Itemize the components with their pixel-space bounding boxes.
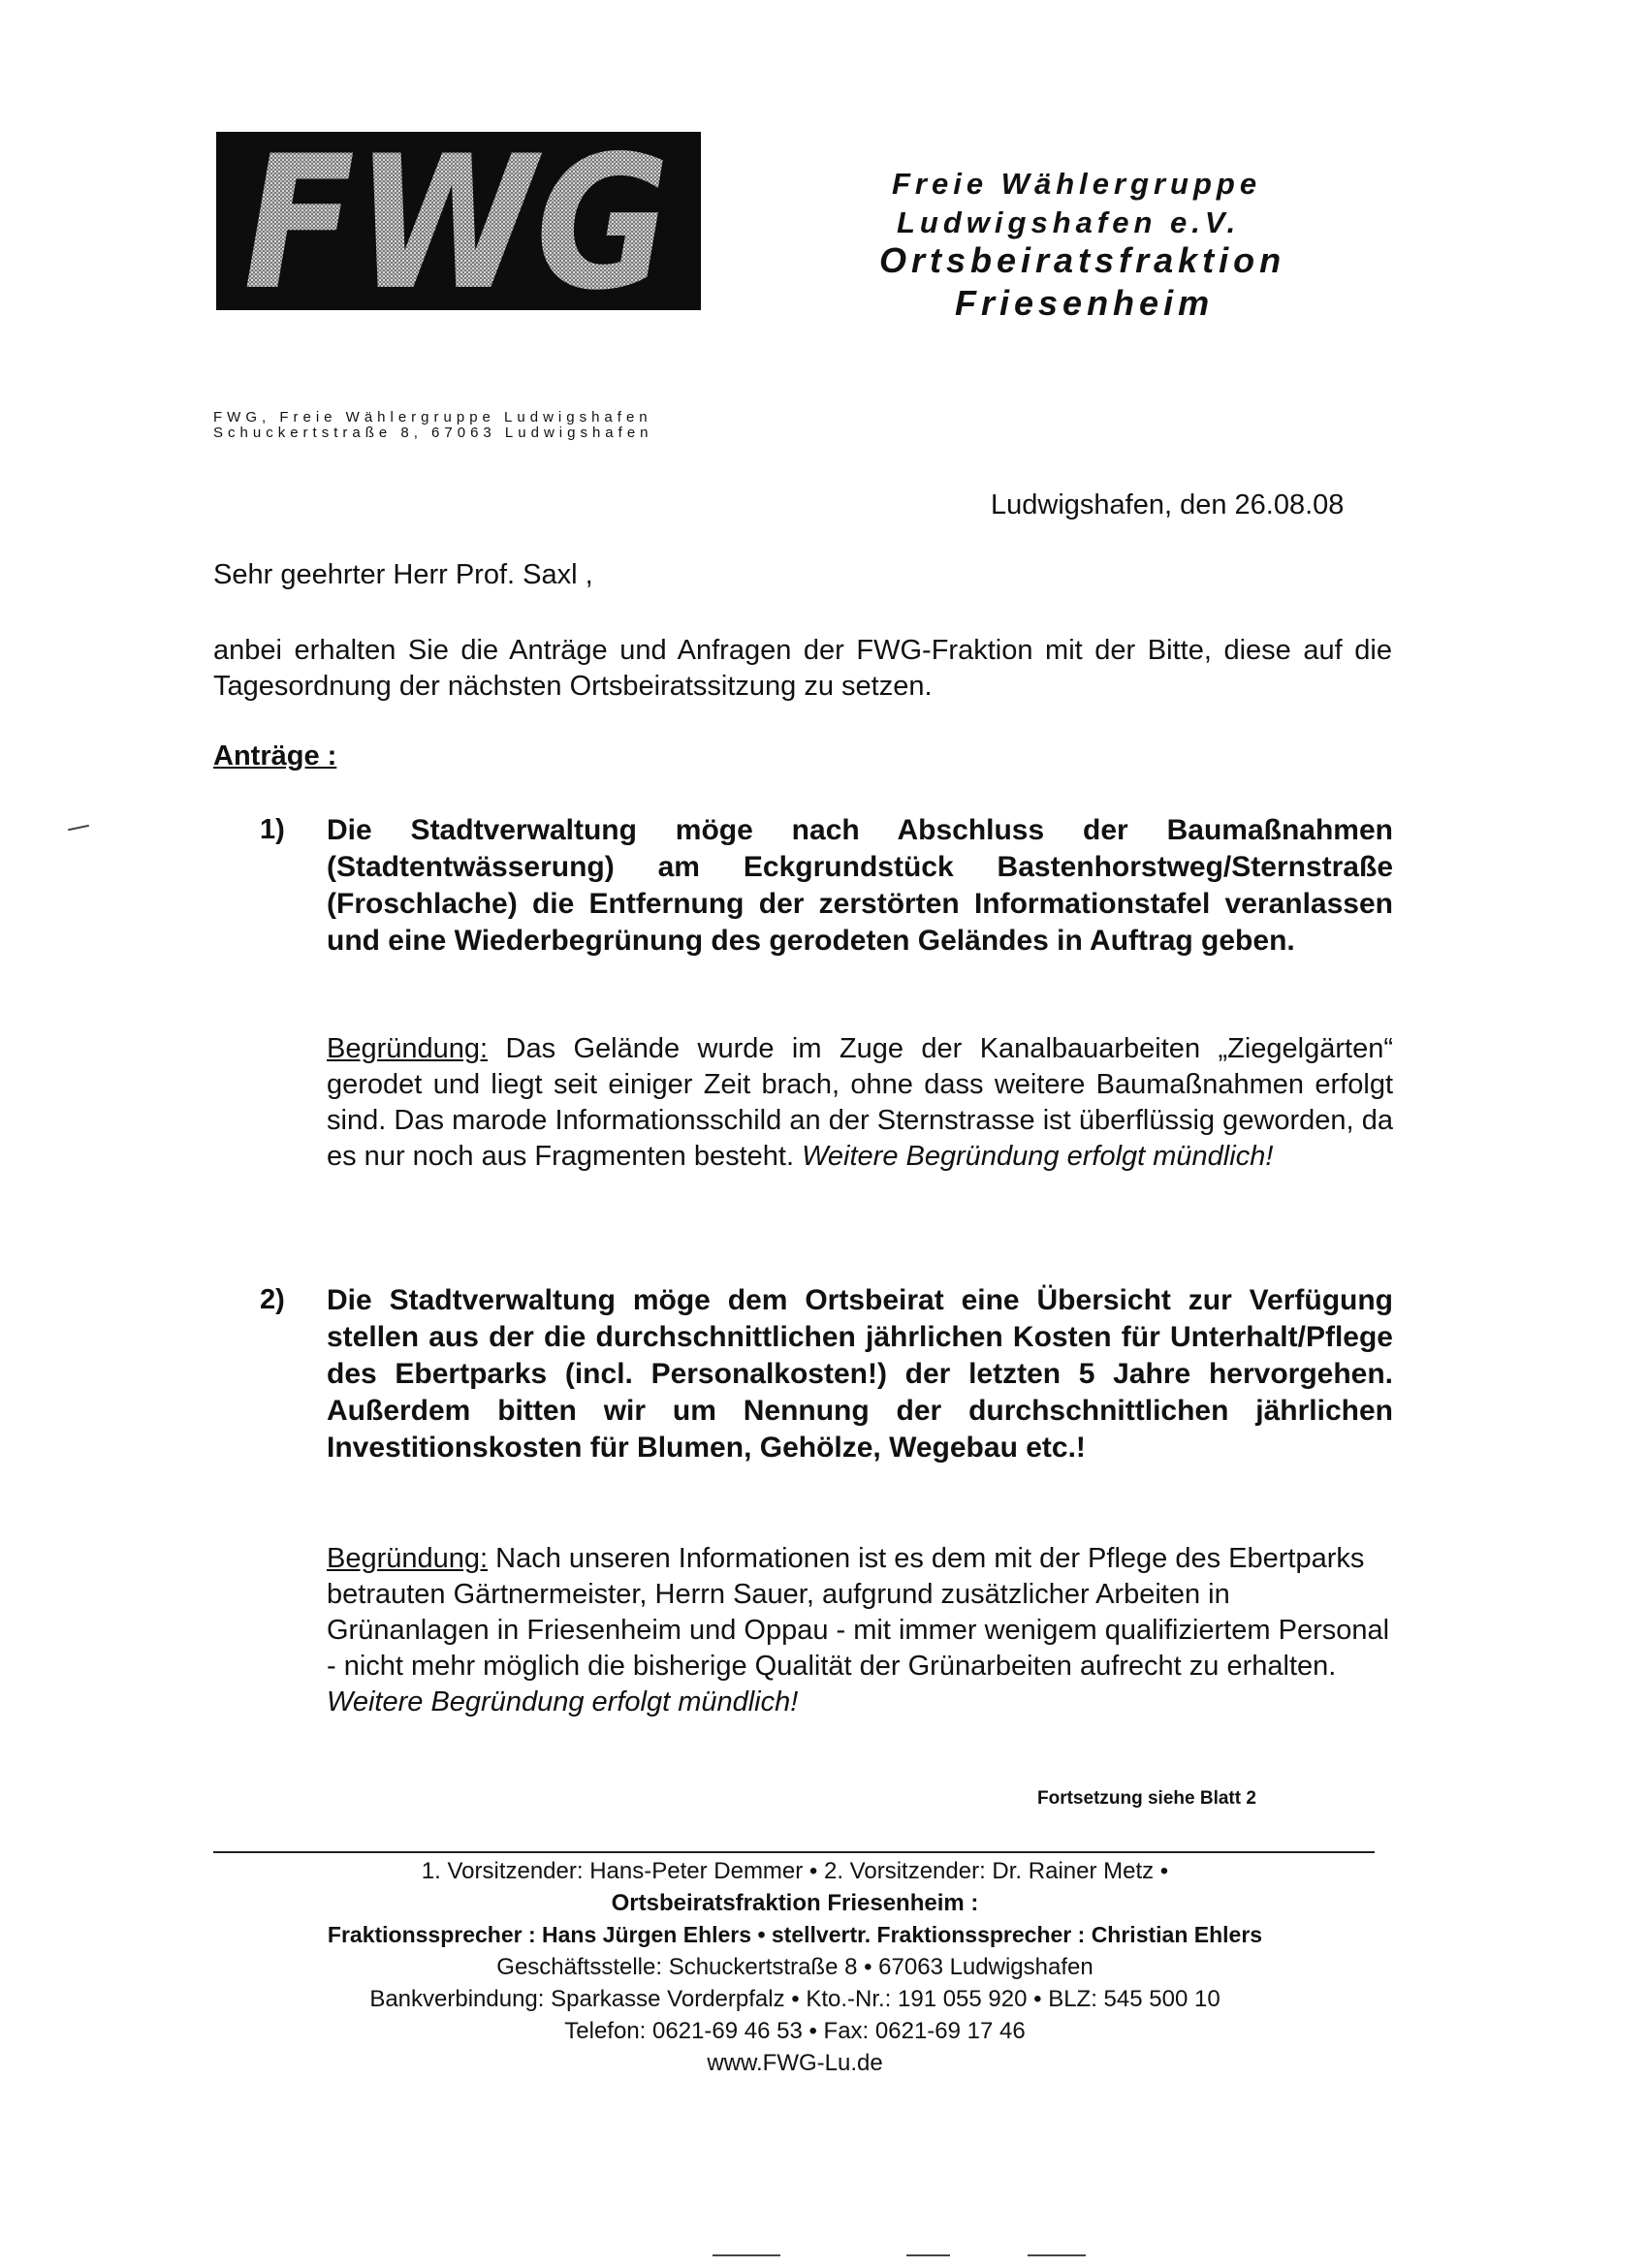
footer-office: Geschäftsstelle: Schuckertstraße 8 • 67063 Ludwigshafen	[496, 1954, 1093, 1980]
intro-paragraph: anbei erhalten Sie die Anträge und Anfragen der FWG-Fraktion mit der Bitte, diese auf die Tagesordnung der nächsten Ortsbeiratssitzung zu setzen.	[213, 635, 1392, 702]
reason-text: Das Gelände wurde im Zuge der Kanalbauarbeiten „Ziegelgärten“ gerodet und liegt seit einiger Zeit brach, ohne dass weitere Baumaßnahmen erfolgt sind. Das marode Informationsschild an der Sternstrasse ist überflüssig geworden, da es nur noch aus Fragmenten besteht.	[327, 1033, 1393, 1172]
footer-chairs: 1. Vorsitzender: Hans-Peter Demmer • 2. Vorsitzender: Dr. Rainer Metz •	[421, 1858, 1169, 1884]
reason-italic-note: Weitere Begründung erfolgt mündlich!	[327, 1686, 799, 1717]
sender-address-line2: Schuckertstraße 8, 67063 Ludwigshafen	[213, 425, 653, 441]
footer-speakers: Fraktionssprecher : Hans Jürgen Ehlers • stellvertr. Fraktionssprecher : Christian Ehlers	[327, 1922, 1263, 1947]
motion-text: Die Stadtverwaltung möge nach Abschluss der Baumaßnahmen (Stadtentwässerung) am Eckgrundstück Bastenhorstweg/Sternstraße (Froschlache) die Entfernung der zerstörten Informationstafel veranlassen und eine Wiederbegrünung des gerodeten Geländes in Auftrag geben.	[327, 814, 1393, 957]
scan-mark	[713, 2254, 780, 2256]
logo-text: FWG	[243, 132, 670, 310]
footer-faction: Ortsbeiratsfraktion Friesenheim :	[611, 1890, 979, 1916]
footer-divider	[213, 1851, 1375, 1853]
reason-label: Begründung:	[327, 1033, 489, 1064]
org-faction-line: Ortsbeiratsfraktion	[879, 240, 1286, 280]
sender-address-line1: FWG, Freie Wählergruppe Ludwigshafen	[213, 409, 652, 425]
reason-italic-note: Weitere Begründung erfolgt mündlich!	[802, 1141, 1274, 1172]
footer-bank: Bankverbindung: Sparkasse Vorderpfalz • Kto.-Nr.: 191 055 920 • BLZ: 545 500 10	[369, 1986, 1220, 2012]
continuation-note: Fortsetzung siehe Blatt 2	[1037, 1788, 1256, 1809]
org-name-line1: Freie Wählergruppe	[892, 167, 1262, 201]
motion-reason	[327, 1031, 1393, 1175]
scan-mark	[1028, 2254, 1086, 2256]
motion-reason	[327, 1541, 1393, 1720]
org-district-line: Friesenheim	[955, 283, 1215, 323]
motion-text: Die Stadtverwaltung möge dem Ortsbeirat eine Übersicht zur Verfügung stellen aus der die durchschnittlichen jährlichen Kosten für Unterhalt/Pflege des Ebertparks (incl. Personalkosten!) der letzten 5 Jahre hervorgehen. Außerdem bitten wir um Nennung der durchschnittlichen jährlichen Investitionskosten für Blumen, Gehölze, Wegebau etc.!	[327, 1284, 1393, 1464]
footer-phone: Telefon: 0621-69 46 53 • Fax: 0621-69 17 46	[564, 2018, 1026, 2044]
section-heading-antraege: Anträge :	[213, 740, 337, 772]
salutation: Sehr geehrter Herr Prof. Saxl ,	[213, 559, 593, 590]
motion-number: 1)	[260, 814, 285, 845]
footer-website: www.FWG-Lu.de	[707, 2050, 883, 2076]
scan-mark	[68, 825, 89, 832]
letter-date: Ludwigshafen, den 26.08.08	[991, 489, 1345, 520]
reason-text: Nach unseren Informationen ist es dem mit der Pflege des Ebertparks betrauten Gärtnermeister, Herrn Sauer, aufgrund zusätzlicher Arbeiten in Grünanlagen in Friesenheim und Oppau - mit immer wenigem qualifiziertem Personal - nicht mehr möglich die bisherige Qualität der Grünarbeiten aufrecht zu erhalten.	[327, 1543, 1390, 1682]
reason-label: Begründung:	[327, 1543, 489, 1574]
org-name-line2: Ludwigshafen e.V.	[897, 205, 1241, 239]
motion-number: 2)	[260, 1284, 285, 1315]
scan-mark	[906, 2254, 950, 2256]
fwg-logo	[216, 132, 701, 310]
